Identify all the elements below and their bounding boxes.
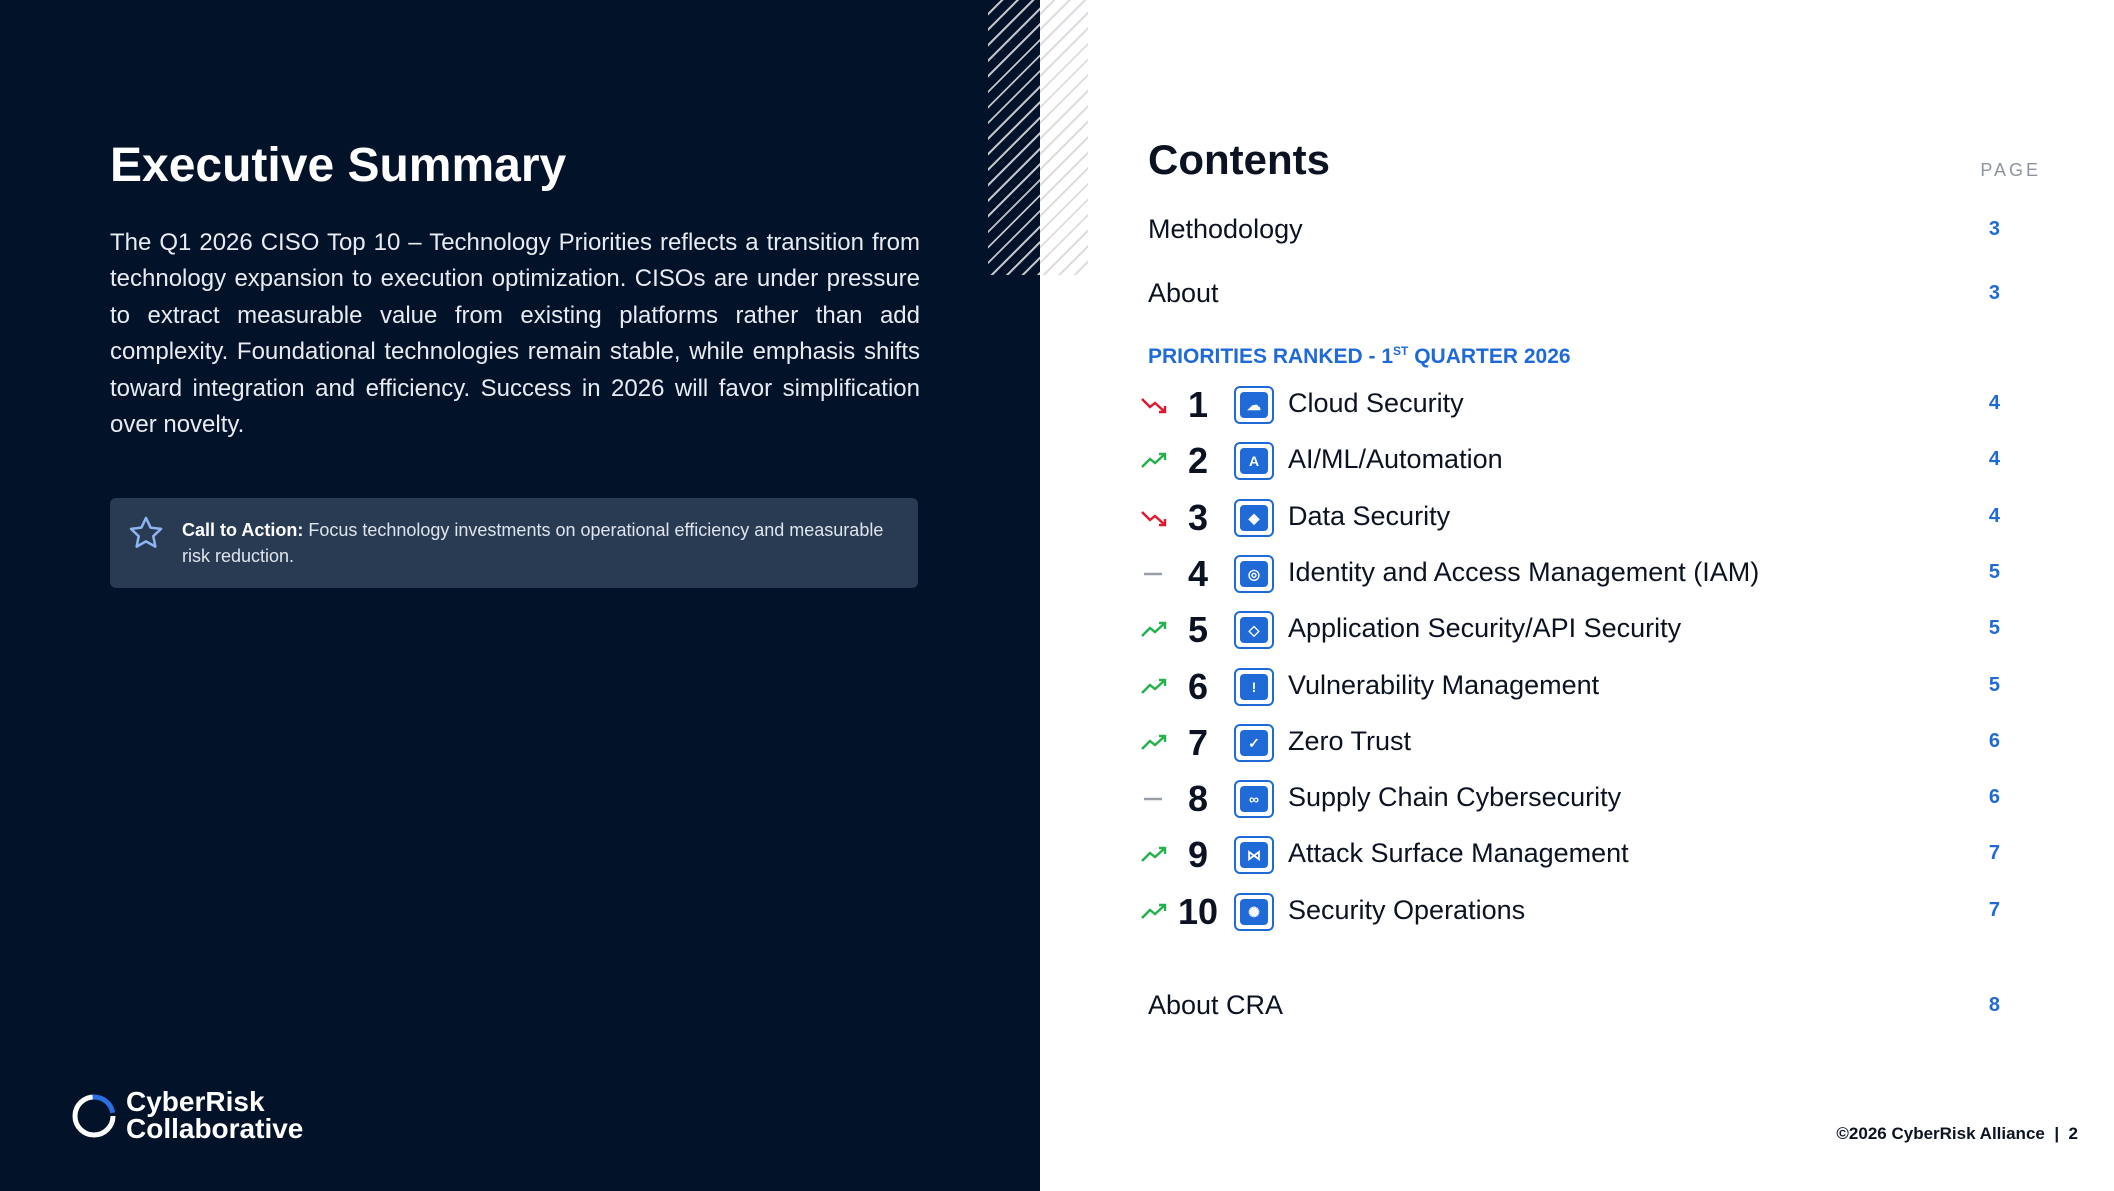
- radar-icon-glyph: ✺: [1240, 899, 1268, 925]
- toc-page-number: 5: [1988, 673, 2000, 696]
- priority-rank: 2: [1187, 440, 1209, 482]
- logo-mark-icon: [70, 1091, 118, 1141]
- priority-rank: 1: [1187, 384, 1209, 425]
- logo-line-2: Collaborative: [126, 1113, 304, 1144]
- toc-entry-about[interactable]: [1148, 278, 2000, 318]
- cloud-lock-icon: [1234, 386, 1274, 424]
- toc-entry-about-cra[interactable]: [1148, 990, 2000, 1030]
- priority-rank: 10: [1177, 890, 1219, 932]
- trend-flat-icon: [1140, 563, 1170, 585]
- network-icon-glyph: ⋈: [1240, 842, 1268, 868]
- toc-page-number: 3: [1988, 218, 2000, 240]
- trend-up-icon: [1140, 844, 1170, 866]
- cta-text: [182, 517, 892, 569]
- toc-entry-label: Methodology: [1148, 214, 1303, 244]
- priority-label: Supply Chain Cybersecurity: [1288, 782, 1622, 813]
- call-to-action-box: [110, 498, 918, 588]
- trend-up-icon: [1140, 676, 1170, 698]
- priorities-heading-pre: PRIORITIES RANKED - 1: [1148, 345, 1394, 368]
- badge-check-icon: [1234, 724, 1274, 762]
- toc-page-number: 4: [1988, 392, 2000, 414]
- trend-down-icon: [1140, 394, 1170, 416]
- priority-rank: 6: [1187, 665, 1209, 707]
- priority-item[interactable]: [1140, 778, 2000, 826]
- toc-entry-label: About: [1148, 278, 1219, 308]
- toc-page-number: 7: [1988, 842, 2000, 865]
- page-number: 2: [2068, 1124, 2078, 1143]
- contents-title: Contents: [1148, 136, 1330, 183]
- shield-icon-glyph: ◆: [1240, 505, 1268, 531]
- priority-rank: 7: [1187, 721, 1209, 763]
- summary-body: The Q1 2026 CISO Top 10 – Technology Priorities reflects a transition from technology expansion to execution optimization. CISOs are under pressure to extract measurable value from existing platforms rather than add complexity. Foundational technologies remain stable, while emphasis shifts toward integration and efficiency. Success in 2026 will favor simplification over novelty.: [110, 229, 920, 439]
- trend-up-icon: [1140, 450, 1170, 472]
- priority-label: Cloud Security: [1288, 388, 1464, 418]
- warning-icon: [1234, 668, 1274, 706]
- priority-item[interactable]: [1140, 666, 2000, 714]
- code-shield-icon-glyph: ◇: [1240, 617, 1268, 643]
- cloud-lock-icon-glyph: ☁: [1240, 392, 1268, 418]
- priority-rank: 4: [1187, 552, 1209, 594]
- ai-icon-glyph: A: [1240, 448, 1268, 474]
- toc-page-number: 6: [1988, 786, 2000, 809]
- toc-page-number: 5: [1988, 560, 2000, 583]
- contents-panel: [1040, 0, 2114, 1191]
- priority-label: Data Security: [1288, 500, 1451, 531]
- priorities-heading-post: QUARTER 2026: [1408, 345, 1571, 368]
- trend-up-icon: [1140, 901, 1170, 923]
- page-footer: [1836, 1124, 2078, 1144]
- summary-panel: [0, 0, 1040, 1191]
- priority-label: AI/ML/Automation: [1288, 444, 1503, 475]
- shield-icon: [1234, 499, 1274, 537]
- priority-item[interactable]: [1140, 609, 2000, 657]
- toc-page-number: 4: [1988, 504, 2000, 527]
- code-shield-icon: [1234, 611, 1274, 649]
- trend-up-icon: [1140, 732, 1170, 754]
- warning-icon-glyph: !: [1240, 674, 1268, 700]
- priorities-heading-sup: ST: [1393, 344, 1409, 358]
- fingerprint-icon-glyph: ◎: [1240, 561, 1268, 587]
- toc-page-number: 3: [1988, 282, 2000, 304]
- trend-flat-icon: [1140, 788, 1170, 810]
- priority-item[interactable]: [1140, 834, 2000, 882]
- priority-label: Zero Trust: [1288, 725, 1412, 756]
- copyright: ©2026 CyberRisk Alliance: [1836, 1124, 2045, 1143]
- page-column-label: PAGE: [1980, 160, 2041, 180]
- cta-message: Focus technology investments on operational efficiency and measurable risk reduction.: [182, 520, 884, 566]
- toc-page-number: 4: [1988, 448, 2000, 471]
- priorities-heading: [1148, 344, 1571, 369]
- decorative-hatch: [988, 0, 1040, 275]
- trend-up-icon: [1140, 619, 1170, 641]
- star-icon: [127, 514, 165, 552]
- cyberrisk-logo: [70, 1088, 310, 1148]
- priority-item[interactable]: [1140, 440, 2000, 488]
- footer-separator: |: [2054, 1124, 2060, 1143]
- toc-entry-methodology[interactable]: [1148, 214, 2000, 254]
- link-icon-glyph: ∞: [1240, 786, 1268, 812]
- radar-icon: [1234, 893, 1274, 931]
- badge-check-icon-glyph: ✓: [1240, 730, 1268, 756]
- toc-entry-label: About CRA: [1148, 990, 1284, 1020]
- summary-title: Executive Summary: [110, 139, 567, 192]
- logo-line-1: CyberRisk: [126, 1086, 265, 1117]
- ai-icon: [1234, 442, 1274, 480]
- toc-page-number: 7: [1988, 898, 2000, 921]
- network-icon: [1234, 836, 1274, 874]
- priority-label: Vulnerability Management: [1288, 669, 1600, 700]
- priority-item[interactable]: [1140, 384, 2000, 432]
- priority-label: Identity and Access Management (IAM): [1288, 556, 1760, 587]
- priority-label: Security Operations: [1288, 894, 1526, 925]
- priority-rank: 5: [1187, 609, 1209, 651]
- priority-item[interactable]: [1140, 497, 2000, 545]
- priority-item[interactable]: [1140, 553, 2000, 601]
- priority-label: Attack Surface Management: [1288, 838, 1629, 869]
- toc-page-number: 5: [1988, 617, 2000, 640]
- priority-item[interactable]: [1140, 891, 2000, 939]
- toc-page-number: 6: [1988, 729, 2000, 752]
- trend-down-icon: [1140, 507, 1170, 529]
- toc-page-number: 8: [1988, 994, 2000, 1016]
- priority-rank: 8: [1187, 778, 1209, 820]
- priority-rank: 9: [1187, 834, 1209, 876]
- fingerprint-icon: [1234, 555, 1274, 593]
- priority-label: Application Security/API Security: [1288, 613, 1682, 644]
- logo-text: [126, 1088, 303, 1142]
- priority-rank: 3: [1187, 496, 1209, 538]
- priority-item[interactable]: [1140, 722, 2000, 770]
- cta-label: Call to Action:: [182, 520, 304, 540]
- link-icon: [1234, 780, 1274, 818]
